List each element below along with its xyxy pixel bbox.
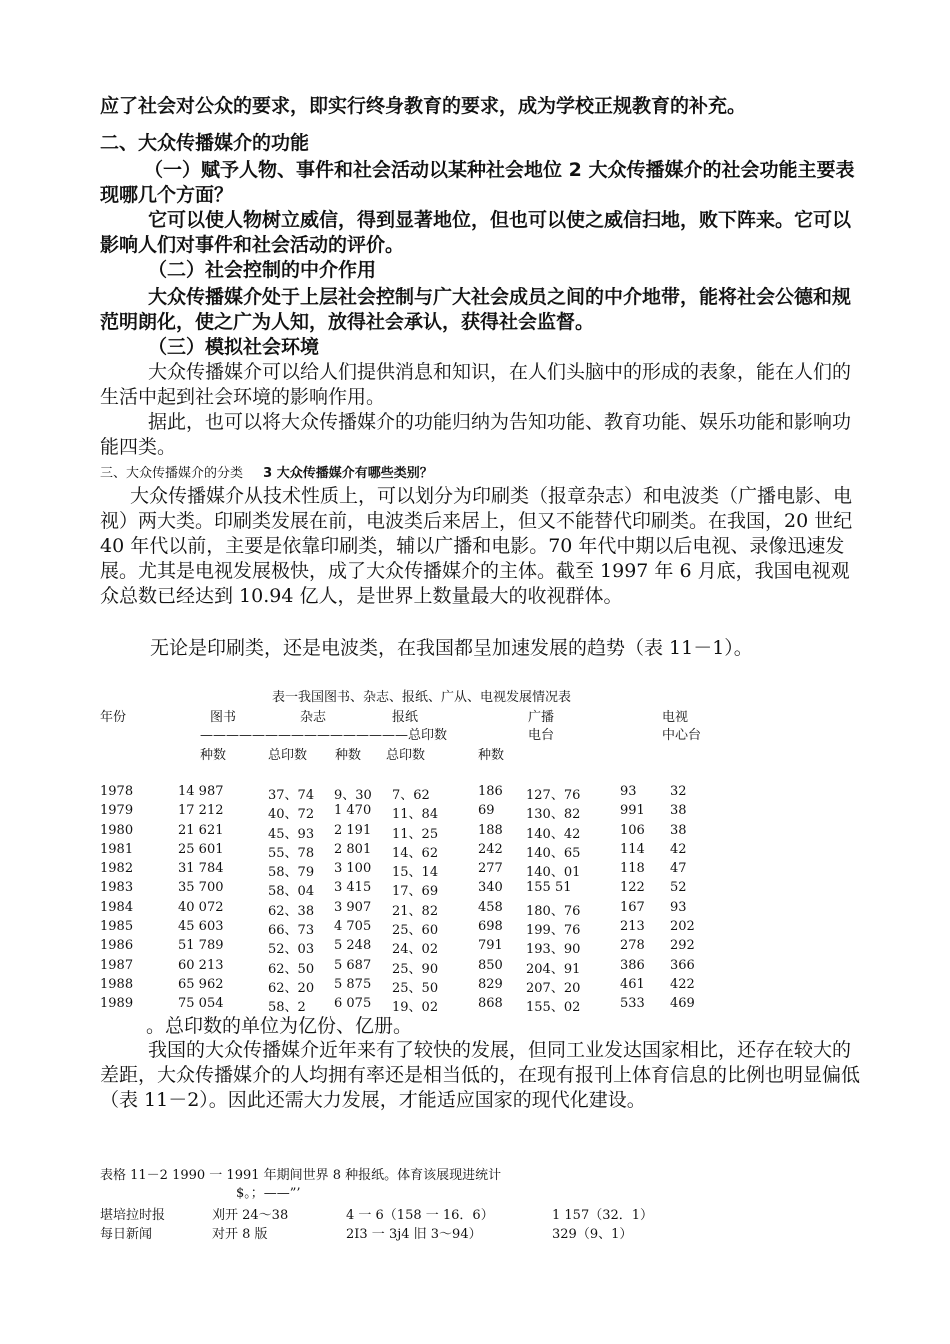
table1-dash-line: ————————————————总印数: [200, 728, 448, 743]
section3-para1: 大众传播媒介从技术性质上，可以划分为印刷类（报章杂志）和电波类（广播电影、电视）两大类。印刷类发展在前，电波类后来居上，但又不能替代印刷类。在我国，20 世纪 40 年代以前，主要是依靠印刷类，辅以广播和电影。70 年代中期以后电视、录像迅速发展。尤其是电视发展极快，成了大众传播媒介的主体。截至 1997 年 6 月底，我国电视观众总数已经达到 10.94 亿人，是世界上数量最大的收视群体。: [100, 485, 853, 607]
table1-cell-books-kinds: 60 213: [178, 957, 224, 973]
table1-cell-books-kinds: 51 789: [178, 938, 224, 954]
table1-cell-news-total: 19、02: [392, 1000, 439, 1016]
table1-cell-books-kinds: 21 621: [178, 822, 224, 838]
table1-cell-books-total: 40、72: [268, 807, 315, 823]
table1-cell-tv-center: 32: [670, 784, 687, 799]
table1-cell-radio-station: 140、01: [526, 865, 581, 881]
table1-cell-books-kinds: 31 784: [178, 861, 224, 877]
table1-cell-radio-station: 140、65: [526, 845, 581, 861]
table1-cell-year: 1984: [100, 899, 134, 915]
table1-cell-radio-kinds: 791: [478, 938, 503, 954]
table1-cell-tv-kinds: 122: [620, 880, 645, 896]
table1-header-total1: 总印数: [268, 748, 308, 763]
table1-header-tv: 电视: [662, 710, 689, 725]
table1-cell-books-kinds: 25 601: [178, 841, 224, 857]
section3-heading-small: 三、大众传播媒介的分类: [100, 466, 244, 481]
table1-cell-tv-center: 469: [670, 996, 695, 1012]
table1-cell-radio-kinds: 69: [478, 803, 495, 819]
table1-cell-radio-kinds: 698: [478, 919, 503, 935]
table1-cell-radio-station: 127、76: [526, 788, 581, 803]
table1-cell-mag-kinds: 3 415: [334, 880, 372, 896]
table1-cell-radio-kinds: 868: [478, 996, 503, 1012]
table2-cell-paper: 每日新闻: [100, 1227, 153, 1242]
table1-cell-year: 1978: [100, 784, 134, 799]
table1-cell-radio-station: 193、90: [526, 942, 581, 958]
table1-header-books: 图书: [210, 710, 237, 725]
table2-cell-total: 4 一 6（158 一 16．6）: [346, 1208, 494, 1223]
table2-cell-total: 2I3 一 3j4 旧 3～94）: [346, 1227, 482, 1242]
table1-cell-books-total: 66、73: [268, 923, 315, 939]
table1-cell-tv-center: 52: [670, 880, 687, 896]
table1-note: 。总印数的单位为亿份、亿册。: [146, 1015, 413, 1037]
table1-cell-tv-kinds: 118: [620, 861, 645, 877]
table1-cell-books-kinds: 75 054: [178, 996, 224, 1012]
table1-cell-news-total: 14、62: [392, 845, 439, 861]
table1-cell-year: 1981: [100, 841, 134, 857]
table1-cell-tv-kinds: 114: [620, 841, 645, 857]
table1-cell-books-total: 62、50: [268, 961, 315, 977]
table1-cell-books-total: 62、38: [268, 903, 315, 919]
table1-cell-year: 1983: [100, 880, 134, 896]
table1-cell-books-kinds: 35 700: [178, 880, 224, 896]
table1-cell-mag-kinds: 3 100: [334, 861, 372, 877]
table1-cell-radio-station: 180、76: [526, 903, 581, 919]
table1-cell-books-total: 62、20: [268, 980, 315, 996]
table2-cell-format: 刈开 24～38: [212, 1208, 289, 1223]
table1-cell-mag-kinds: 5 687: [334, 957, 372, 973]
table1-cell-books-total: 58、2: [268, 1000, 306, 1016]
table1-cell-year: 1979: [100, 803, 134, 819]
table1-cell-radio-kinds: 850: [478, 957, 503, 973]
table1-cell-books-total: 37、74: [268, 788, 315, 803]
table1-header-total2: 总印数: [386, 748, 426, 763]
table1-cell-books-kinds: 40 072: [178, 899, 224, 915]
table1-cell-tv-center: 292: [670, 938, 695, 954]
table1-cell-news-total: 25、90: [392, 961, 439, 977]
table2-title: 表格 11－2 1990 一 1991 年期间世界 8 种报纸。体育该展现进统计: [100, 1168, 502, 1183]
table1-cell-news-total: 17、69: [392, 884, 439, 900]
table1-cell-year: 1988: [100, 976, 134, 992]
table1-cell-radio-station: 140、42: [526, 826, 581, 842]
table1-cell-radio-station: 199、76: [526, 923, 581, 939]
table1-cell-tv-kinds: 278: [620, 938, 645, 954]
section2-sub2-heading: （二）社会控制的中介作用: [148, 259, 377, 281]
table1-cell-books-kinds: 45 603: [178, 919, 224, 935]
section2-sub3-heading: （三）模拟社会环境: [148, 336, 320, 358]
table1-cell-radio-kinds: 458: [478, 899, 503, 915]
table1-cell-year: 1982: [100, 861, 134, 877]
table1-title: 表一我国图书、杂志、报纸、广从、电视发展情况表: [272, 690, 572, 705]
table1-cell-news-total: 25、60: [392, 923, 439, 939]
table1-cell-news-total: 15、14: [392, 865, 439, 881]
table1-cell-radio-station: 155、02: [526, 1000, 581, 1016]
table1-header-year: 年份: [100, 710, 127, 725]
table1-cell-radio-kinds: 188: [478, 822, 503, 838]
table1-cell-tv-kinds: 93: [620, 784, 637, 799]
table1-cell-books-kinds: 17 212: [178, 803, 224, 819]
section3-heading: [100, 462, 433, 481]
table1-cell-news-total: 24、02: [392, 942, 439, 958]
table2-cell-sport: 1 157（32．1）: [552, 1208, 654, 1223]
table2-cell-sport: 329（9、1）: [552, 1227, 633, 1242]
table1-cell-mag-kinds: 5 875: [334, 976, 372, 992]
table1-cell-radio-station: 207、20: [526, 980, 581, 996]
table1-cell-tv-center: 38: [670, 822, 687, 838]
table1-cell-year: 1980: [100, 822, 134, 838]
table1-cell-tv-center: 422: [670, 976, 695, 992]
table1-cell-books-total: 58、04: [268, 884, 315, 900]
section2-sub3-text: 大众传播媒介可以给人们提供消息和知识，在人们头脑中的形成的表象，能在人们的生活中起到社会环境的影响作用。: [100, 361, 852, 408]
table1-cell-books-total: 55、78: [268, 845, 315, 861]
para-after-table1: 我国的大众传播媒介近年来有了较快的发展，但同工业发达国家相比，还存在较大的差距，大众传播媒介的人均拥有率还是相当低的，在现有报刊上体育信息的比例也明显偏低（表 11－2）。因此还需大力发展，才能适应国家的现代化建设。: [100, 1039, 861, 1111]
table1-header-newspapers: 报纸: [392, 710, 419, 725]
table2-cell-format: 对开 8 版: [212, 1227, 268, 1242]
table1-cell-news-total: 11、84: [392, 807, 439, 823]
intro-line: 应了社会对公众的要求，即实行终身教育的要求，成为学校正规教育的补充。: [100, 95, 747, 117]
table1-cell-tv-kinds: 461: [620, 976, 645, 992]
table1-cell-mag-kinds: 4 705: [334, 919, 372, 935]
table1-cell-tv-center: 93: [670, 899, 687, 915]
table1-cell-news-total: 25、50: [392, 980, 439, 996]
table1-cell-mag-kinds: 2 801: [334, 841, 372, 857]
table1-cell-tv-center: 47: [670, 861, 687, 877]
table1-cell-books-total: 58、79: [268, 865, 315, 881]
section3-para2: 无论是印刷类，还是电波类，在我国都呈加速发展的趋势（表 11－1）。: [150, 637, 753, 659]
table1-cell-tv-kinds: 106: [620, 822, 645, 838]
section2-sub1-text: 它可以使人物树立威信，得到显著地位，但也可以使之威信扫地，败下阵来。它可以影响人们对事件和社会活动的评价。: [100, 209, 852, 256]
table1-cell-tv-kinds: 991: [620, 803, 645, 819]
table1-cell-tv-center: 202: [670, 919, 695, 935]
table1-cell-tv-center: 38: [670, 803, 687, 819]
table1-cell-books-total: 45、93: [268, 826, 315, 842]
table1-cell-tv-kinds: 213: [620, 919, 645, 935]
table1-cell-radio-station: 130、82: [526, 807, 581, 823]
table1-header-kinds1: 种数: [200, 748, 227, 763]
table1-cell-mag-kinds: 1 470: [334, 803, 372, 819]
table1-cell-books-kinds: 14 987: [178, 784, 224, 799]
table2-cell-paper: 堪培拉时报: [100, 1208, 166, 1223]
table1-cell-tv-center: 42: [670, 841, 687, 857]
table1-cell-tv-center: 366: [670, 957, 695, 973]
table1-cell-radio-station: 204、91: [526, 961, 581, 977]
table1-header-kinds3: 种数: [478, 748, 505, 763]
table1-cell-year: 1986: [100, 938, 134, 954]
table1-cell-radio-kinds: 186: [478, 784, 503, 799]
section2-summary: 据此，也可以将大众传播媒介的功能归纳为告知功能、教育功能、娱乐功能和影响功能四类。: [100, 411, 852, 458]
table1-cell-radio-kinds: 829: [478, 976, 503, 992]
table1-cell-books-kinds: 65 962: [178, 976, 224, 992]
table1-cell-radio-kinds: 340: [478, 880, 503, 896]
table1-cell-books-total: 52、03: [268, 942, 315, 958]
table2-sub: $。；——”’: [236, 1186, 301, 1201]
table1-cell-tv-kinds: 167: [620, 899, 645, 915]
table1-cell-year: 1985: [100, 919, 134, 935]
table1-header-radio: 广播: [528, 710, 555, 725]
table1-cell-news-total: 21、82: [392, 903, 439, 919]
table1-header-station: 电台: [528, 728, 555, 743]
table1-cell-year: 1987: [100, 957, 134, 973]
section2-sub1-heading: （一）赋予人物、事件和社会活动以某种社会地位 2 大众传播媒介的社会功能主要表现哪几个方面？: [100, 159, 855, 206]
table1-cell-tv-kinds: 533: [620, 996, 645, 1012]
section2-sub2-text: 大众传播媒介处于上层社会控制与广大社会成员之间的中介地带，能将社会公德和规范明朗化，使之广为人知，放得社会承认，获得社会监督。: [100, 286, 852, 333]
table1-cell-mag-kinds: 5 248: [334, 938, 372, 954]
table1-cell-mag-kinds: 9、30: [334, 788, 372, 803]
table1-header-magazines: 杂志: [300, 710, 327, 725]
table1-cell-radio-kinds: 277: [478, 861, 503, 877]
table1-cell-mag-kinds: 2 191: [334, 822, 372, 838]
table1-cell-news-total: 7、62: [392, 788, 430, 803]
table1-cell-news-total: 11、25: [392, 826, 439, 842]
table1-header-center: 中心台: [662, 728, 702, 743]
section3-heading-question: 3 大众传播媒介有哪些类别？: [263, 466, 433, 481]
table1-cell-mag-kinds: 6 075: [334, 996, 372, 1012]
table1-cell-radio-kinds: 242: [478, 841, 503, 857]
section2-heading: 二、大众传播媒介的功能: [100, 132, 310, 154]
table1-cell-year: 1989: [100, 996, 134, 1012]
table1-header-kinds2: 种数: [335, 748, 362, 763]
table1-cell-tv-kinds: 386: [620, 957, 645, 973]
table1-cell-mag-kinds: 3 907: [334, 899, 372, 915]
table1-cell-radio-station: 155 51: [526, 880, 572, 896]
